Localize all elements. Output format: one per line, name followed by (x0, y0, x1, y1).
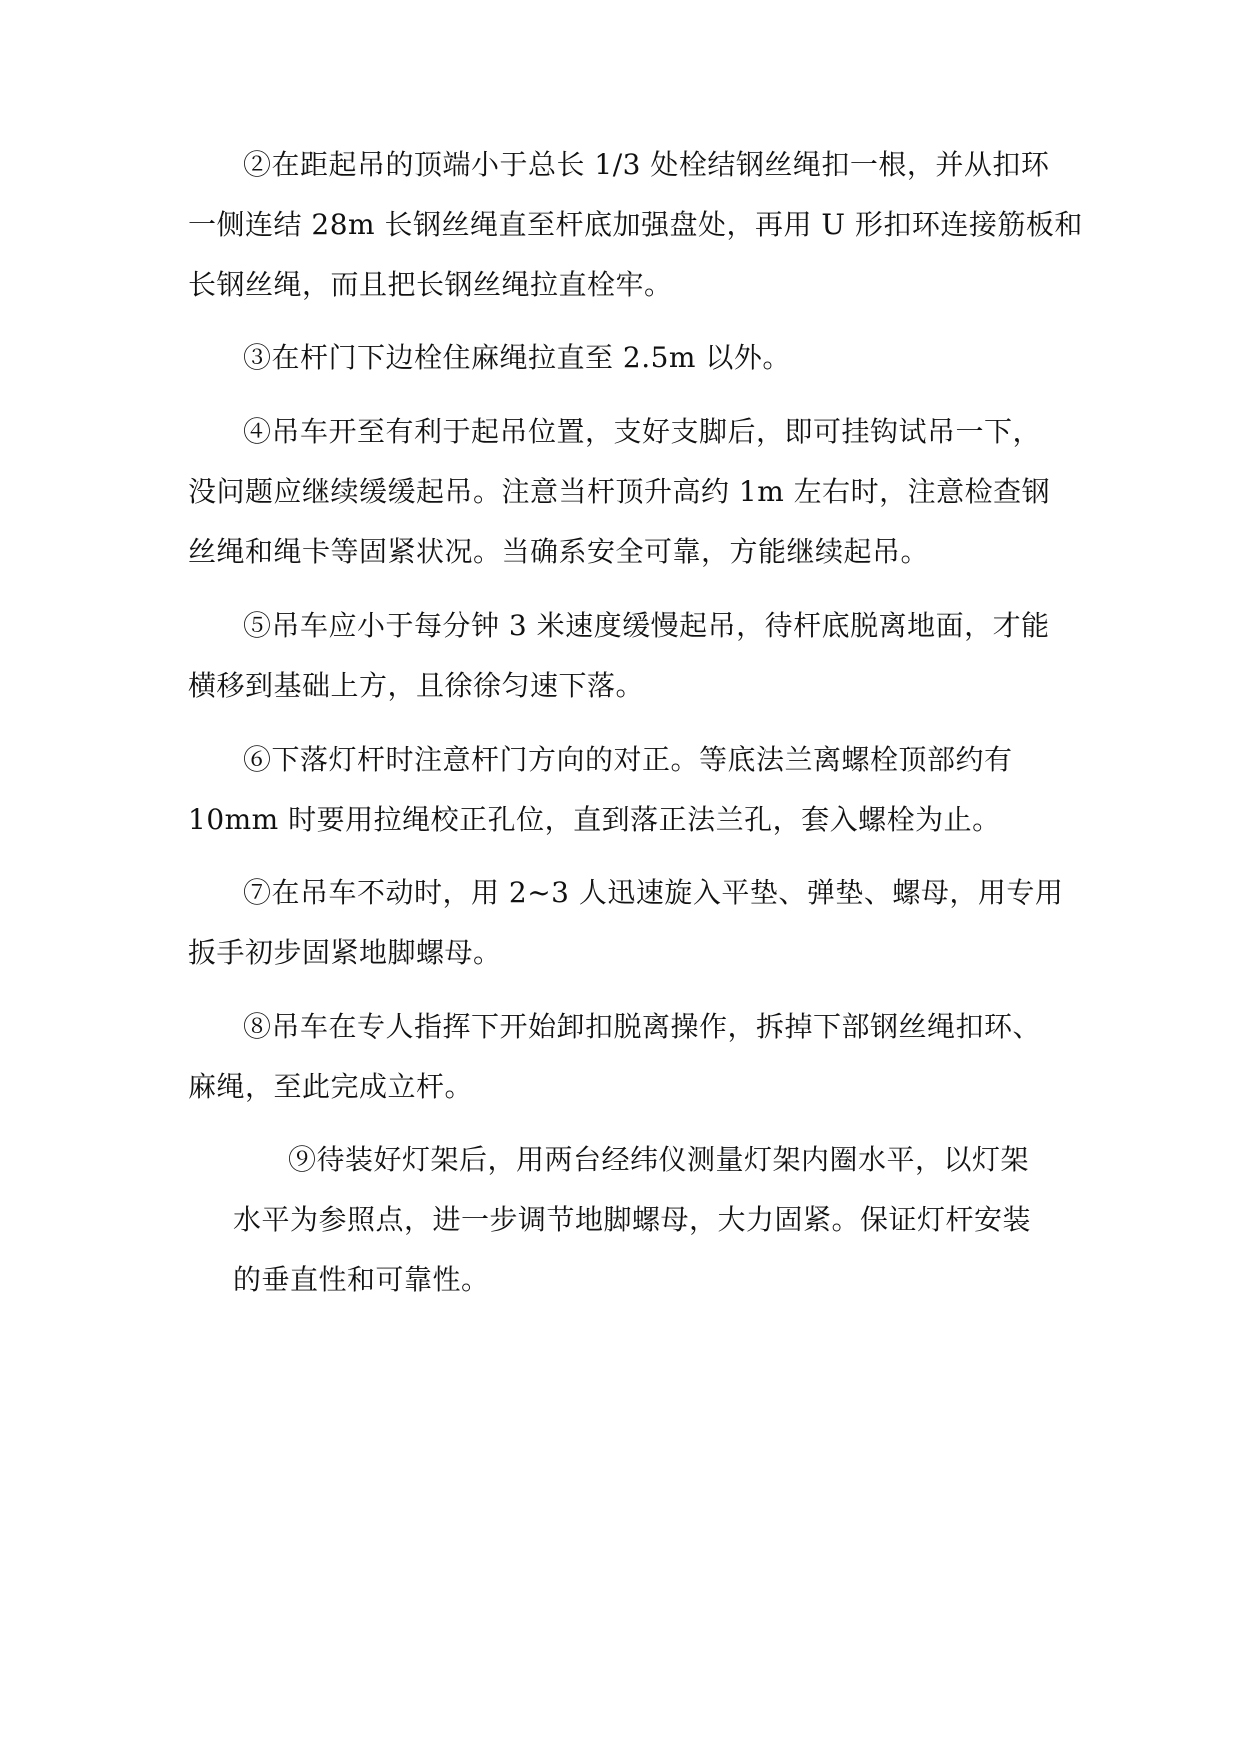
text-line: 丝绳和绳卡等固紧状况。当确系安全可靠，方能继续起吊。 (188, 535, 930, 568)
text-line: ⑥下落灯杆时注意杆门方向的对正。等底法兰离螺栓顶部约有 (243, 743, 1013, 776)
text-line: ④吊车开至有利于起吊位置，支好支脚后，即可挂钩试吊一下， (243, 415, 1042, 448)
text-line: ⑨待装好灯架后，用两台经纬仪测量灯架内圈水平，以灯架 (288, 1143, 1030, 1176)
text-line: ⑤吊车应小于每分钟 3 米速度缓慢起吊，待杆底脱离地面，才能 (243, 609, 1050, 642)
text-line: 长钢丝绳，而且把长钢丝绳拉直栓牢。 (188, 268, 673, 301)
text-line: 的垂直性和可靠性。 (233, 1263, 490, 1296)
text-line: 横移到基础上方，且徐徐匀速下落。 (188, 669, 645, 702)
text-line: ③在杆门下边栓住麻绳拉直至 2.5m 以外。 (243, 341, 791, 374)
text-line: ⑧吊车在专人指挥下开始卸扣脱离操作，拆掉下部钢丝绳扣环、 (243, 1010, 1042, 1043)
text-line: 水平为参照点，进一步调节地脚螺母，大力固紧。保证灯杆安装 (233, 1203, 1032, 1236)
text-line: 10mm 时要用拉绳校正孔位，直到落正法兰孔，套入螺栓为止。 (188, 803, 1001, 836)
text-line: 没问题应继续缓缓起吊。注意当杆顶升高约 1m 左右时，注意检查钢 (188, 475, 1051, 508)
text-line: 麻绳，至此完成立杆。 (188, 1070, 474, 1103)
text-line: ②在距起吊的顶端小于总长 1/3 处栓结钢丝绳扣一根，并从扣环 (243, 148, 1050, 181)
text-line: 一侧连结 28m 长钢丝绳直至杆底加强盘处，再用 U 形扣环连接筋板和 (188, 208, 1083, 241)
text-line: 扳手初步固紧地脚螺母。 (188, 936, 502, 969)
text-line: ⑦在吊车不动时，用 2~3 人迅速旋入平垫、弹垫、螺母，用专用 (243, 876, 1064, 909)
